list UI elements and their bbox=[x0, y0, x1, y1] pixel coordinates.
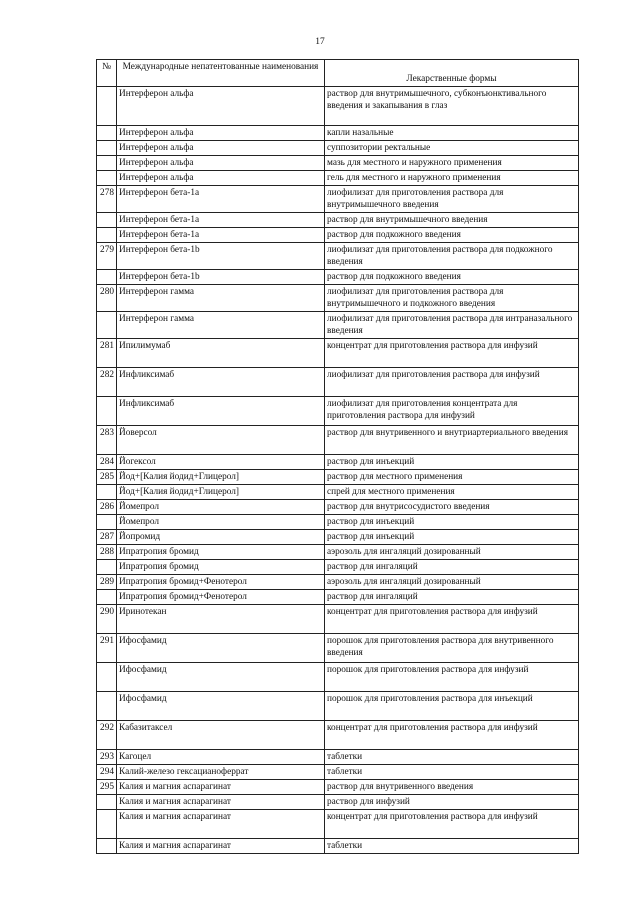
row-dosage-form: таблетки bbox=[325, 750, 579, 765]
row-inn-name: Интерферон бета-1a bbox=[117, 186, 325, 213]
row-inn-name: Йоверсол bbox=[117, 426, 325, 455]
row-dosage-form: порошок для приготовления раствора для внутривенного введения bbox=[325, 634, 579, 663]
table-row bbox=[97, 692, 579, 721]
row-inn-name: Калий-железо гексацианоферрат bbox=[117, 765, 325, 780]
row-number bbox=[97, 692, 117, 721]
row-inn-name: Интерферон бета-1a bbox=[117, 213, 325, 228]
row-inn-name: Интерферон альфа bbox=[117, 126, 325, 141]
table-row bbox=[97, 141, 579, 156]
row-inn-name: Йопромид bbox=[117, 530, 325, 545]
row-inn-name: Йод+[Калия йодид+Глицерол] bbox=[117, 485, 325, 500]
table-row bbox=[97, 213, 579, 228]
row-number bbox=[97, 397, 117, 426]
row-dosage-form: раствор для внутримышечного введения bbox=[325, 213, 579, 228]
row-number: 282 bbox=[97, 368, 117, 397]
row-number: 283 bbox=[97, 426, 117, 455]
table-row bbox=[97, 426, 579, 455]
row-dosage-form: лиофилизат для приготовления раствора для инфузий bbox=[325, 368, 579, 397]
row-dosage-form: лиофилизат для приготовления раствора для внутримышечного введения bbox=[325, 186, 579, 213]
row-dosage-form: аэрозоль для ингаляций дозированный bbox=[325, 545, 579, 560]
table-row bbox=[97, 560, 579, 575]
row-inn-name: Ипратропия бромид+Фенотерол bbox=[117, 575, 325, 590]
table-row bbox=[97, 312, 579, 339]
table-row bbox=[97, 368, 579, 397]
row-inn-name: Инфликсимаб bbox=[117, 368, 325, 397]
row-number: 279 bbox=[97, 243, 117, 270]
row-number: 286 bbox=[97, 500, 117, 515]
row-dosage-form: раствор для ингаляций bbox=[325, 590, 579, 605]
header-inn: Международные непатентованные наименования bbox=[117, 60, 325, 87]
row-number: 284 bbox=[97, 455, 117, 470]
table-row bbox=[97, 87, 579, 126]
table-row bbox=[97, 500, 579, 515]
table-row bbox=[97, 485, 579, 500]
row-dosage-form: раствор для внутривенного введения bbox=[325, 780, 579, 795]
table-body bbox=[97, 87, 579, 854]
table-row bbox=[97, 455, 579, 470]
row-dosage-form: порошок для приготовления раствора для инфузий bbox=[325, 663, 579, 692]
row-number bbox=[97, 515, 117, 530]
row-dosage-form: раствор для инъекций bbox=[325, 455, 579, 470]
row-dosage-form: лиофилизат для приготовления концентрата для приготовления раствора для инфузий bbox=[325, 397, 579, 426]
row-number bbox=[97, 270, 117, 285]
row-number: 291 bbox=[97, 634, 117, 663]
row-inn-name: Ипратропия бромид bbox=[117, 560, 325, 575]
row-inn-name: Ифосфамид bbox=[117, 692, 325, 721]
row-inn-name: Ипратропия бромид bbox=[117, 545, 325, 560]
row-number: 285 bbox=[97, 470, 117, 485]
row-number bbox=[97, 485, 117, 500]
row-number bbox=[97, 663, 117, 692]
row-dosage-form: раствор для инфузий bbox=[325, 795, 579, 810]
row-inn-name: Интерферон гамма bbox=[117, 285, 325, 312]
row-dosage-form: раствор для внутрисосудистого введения bbox=[325, 500, 579, 515]
row-dosage-form: раствор для подкожного введения bbox=[325, 270, 579, 285]
row-number bbox=[97, 560, 117, 575]
row-dosage-form: таблетки bbox=[325, 765, 579, 780]
row-number: 293 bbox=[97, 750, 117, 765]
table-row bbox=[97, 545, 579, 560]
row-inn-name: Йогексол bbox=[117, 455, 325, 470]
row-number bbox=[97, 228, 117, 243]
row-dosage-form: раствор для инъекций bbox=[325, 515, 579, 530]
row-dosage-form: раствор для подкожного введения bbox=[325, 228, 579, 243]
table-row bbox=[97, 810, 579, 839]
row-number: 290 bbox=[97, 605, 117, 634]
row-number bbox=[97, 141, 117, 156]
table-row bbox=[97, 605, 579, 634]
row-inn-name: Интерферон бета-1b bbox=[117, 270, 325, 285]
table-row bbox=[97, 243, 579, 270]
table-row bbox=[97, 270, 579, 285]
header-dosage-forms: Лекарственные формы bbox=[325, 60, 579, 87]
row-dosage-form: суппозитории ректальные bbox=[325, 141, 579, 156]
table-row bbox=[97, 126, 579, 141]
table-row bbox=[97, 285, 579, 312]
row-dosage-form: раствор для внутривенного и внутриартериального введения bbox=[325, 426, 579, 455]
row-dosage-form: аэрозоль для ингаляций дозированный bbox=[325, 575, 579, 590]
row-inn-name: Интерферон бета-1a bbox=[117, 228, 325, 243]
row-dosage-form: лиофилизат для приготовления раствора для подкожного введения bbox=[325, 243, 579, 270]
row-inn-name: Йомепрол bbox=[117, 500, 325, 515]
table-row bbox=[97, 839, 579, 854]
table-row bbox=[97, 663, 579, 692]
table-row bbox=[97, 530, 579, 545]
row-dosage-form: раствор для внутримышечного, субконъюнктивального введения и закапывания в глаз bbox=[325, 87, 579, 126]
row-number: 289 bbox=[97, 575, 117, 590]
table-row bbox=[97, 765, 579, 780]
row-inn-name: Интерферон альфа bbox=[117, 87, 325, 126]
row-inn-name: Калия и магния аспарагинат bbox=[117, 795, 325, 810]
table-row bbox=[97, 780, 579, 795]
row-inn-name: Интерферон гамма bbox=[117, 312, 325, 339]
row-number bbox=[97, 590, 117, 605]
table-row bbox=[97, 186, 579, 213]
row-dosage-form: раствор для местного применения bbox=[325, 470, 579, 485]
drug-forms-table bbox=[96, 59, 579, 854]
row-number bbox=[97, 795, 117, 810]
table-row bbox=[97, 721, 579, 750]
row-inn-name: Ифосфамид bbox=[117, 663, 325, 692]
table-row bbox=[97, 575, 579, 590]
row-inn-name: Ифосфамид bbox=[117, 634, 325, 663]
row-dosage-form: лиофилизат для приготовления раствора для внутримышечного и подкожного введения bbox=[325, 285, 579, 312]
row-number bbox=[97, 312, 117, 339]
row-dosage-form: спрей для местного применения bbox=[325, 485, 579, 500]
row-number bbox=[97, 171, 117, 186]
row-number bbox=[97, 213, 117, 228]
row-dosage-form: концентрат для приготовления раствора для инфузий bbox=[325, 605, 579, 634]
row-inn-name: Интерферон бета-1b bbox=[117, 243, 325, 270]
row-number: 278 bbox=[97, 186, 117, 213]
page-number: 17 bbox=[315, 37, 325, 47]
row-number bbox=[97, 839, 117, 854]
row-dosage-form: гель для местного и наружного применения bbox=[325, 171, 579, 186]
row-dosage-form: концентрат для приготовления раствора для инфузий bbox=[325, 721, 579, 750]
table-row bbox=[97, 171, 579, 186]
row-inn-name: Кабазитаксел bbox=[117, 721, 325, 750]
table-header-row bbox=[97, 60, 579, 87]
row-number bbox=[97, 126, 117, 141]
row-dosage-form: концентрат для приготовления раствора для инфузий bbox=[325, 810, 579, 839]
row-inn-name: Инфликсимаб bbox=[117, 397, 325, 426]
row-number: 294 bbox=[97, 765, 117, 780]
table-row bbox=[97, 515, 579, 530]
row-number bbox=[97, 810, 117, 839]
table-row bbox=[97, 228, 579, 243]
row-dosage-form: раствор для ингаляций bbox=[325, 560, 579, 575]
row-number: 288 bbox=[97, 545, 117, 560]
row-inn-name: Ипилимумаб bbox=[117, 339, 325, 368]
table-row bbox=[97, 750, 579, 765]
table-row bbox=[97, 634, 579, 663]
table-row bbox=[97, 339, 579, 368]
row-number bbox=[97, 87, 117, 126]
row-inn-name: Йомепрол bbox=[117, 515, 325, 530]
row-number: 295 bbox=[97, 780, 117, 795]
row-inn-name: Интерферон альфа bbox=[117, 141, 325, 156]
table-row bbox=[97, 795, 579, 810]
table-row bbox=[97, 590, 579, 605]
row-dosage-form: порошок для приготовления раствора для инъекций bbox=[325, 692, 579, 721]
row-inn-name: Ипратропия бромид+Фенотерол bbox=[117, 590, 325, 605]
row-number: 287 bbox=[97, 530, 117, 545]
row-dosage-form: лиофилизат для приготовления раствора для интраназального введения bbox=[325, 312, 579, 339]
row-number: 292 bbox=[97, 721, 117, 750]
table-row bbox=[97, 470, 579, 485]
row-inn-name: Кагоцел bbox=[117, 750, 325, 765]
row-dosage-form: таблетки bbox=[325, 839, 579, 854]
row-inn-name: Йод+[Калия йодид+Глицерол] bbox=[117, 470, 325, 485]
row-dosage-form: концентрат для приготовления раствора для инфузий bbox=[325, 339, 579, 368]
row-dosage-form: капли назальные bbox=[325, 126, 579, 141]
row-inn-name: Калия и магния аспарагинат bbox=[117, 780, 325, 795]
header-number: № bbox=[97, 60, 117, 87]
row-number: 280 bbox=[97, 285, 117, 312]
row-number bbox=[97, 156, 117, 171]
row-inn-name: Калия и магния аспарагинат bbox=[117, 839, 325, 854]
row-inn-name: Интерферон альфа bbox=[117, 156, 325, 171]
row-number: 281 bbox=[97, 339, 117, 368]
row-inn-name: Интерферон альфа bbox=[117, 171, 325, 186]
row-inn-name: Иринотекан bbox=[117, 605, 325, 634]
table-row bbox=[97, 397, 579, 426]
row-dosage-form: раствор для инъекций bbox=[325, 530, 579, 545]
row-dosage-form: мазь для местного и наружного применения bbox=[325, 156, 579, 171]
row-inn-name: Калия и магния аспарагинат bbox=[117, 810, 325, 839]
table-row bbox=[97, 156, 579, 171]
